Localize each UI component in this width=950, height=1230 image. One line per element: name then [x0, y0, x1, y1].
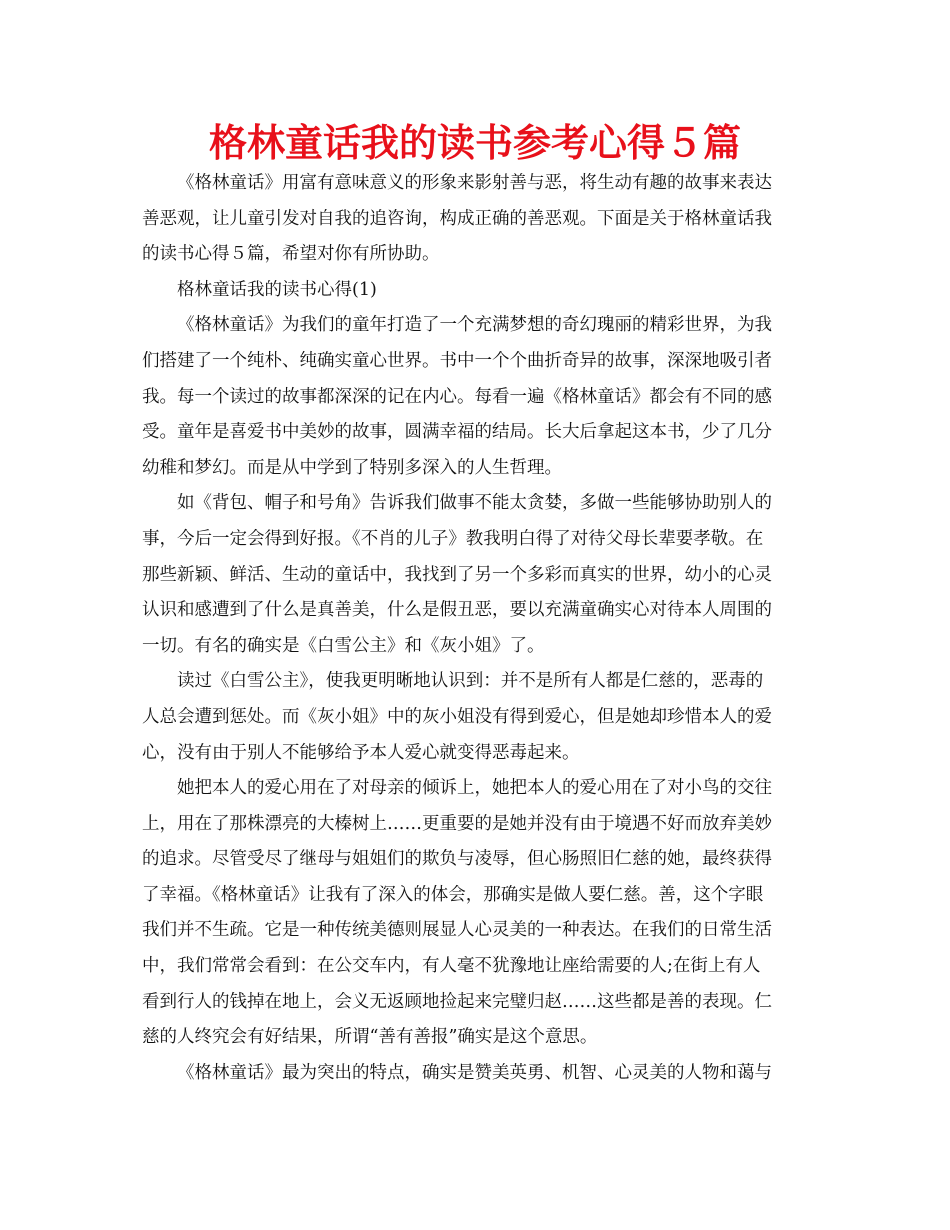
text-line: 《格林童话》为我们的童年打造了一个充满梦想的奇幻瑰丽的精彩世界，为我 [177, 315, 772, 336]
text-line: 慈的人终究会有好结果，所谓“善有善报”确实是这个意思。 [142, 1027, 598, 1048]
text-line: 那些新颖、鲜活、生动的童话中，我找到了另一个多彩而真实的世界，幼小的心灵 [142, 564, 772, 585]
text-line: 中，我们常常会看到：在公交车内，有人毫不犹豫地让座给需要的人;在街上有人 [142, 956, 761, 977]
text-line: 受。童年是喜爱书中美妙的故事，圆满幸福的结局。长大后拿起这本书，少了几分 [142, 422, 772, 443]
text-line: 认识和感遭到了什么是真善美，什么是假丑恶，要以充满童确实心对待本人周围的 [142, 600, 772, 621]
text-line: 了幸福。《格林童话》让我有了深入的体会，那确实是做人要仁慈。善，这个字眼 [142, 884, 764, 905]
text-line: 的追求。尽管受尽了继母与姐姐们的欺负与凌辱，但心肠照旧仁慈的她，最终获得 [142, 849, 772, 870]
text-line: 看到行人的钱掉在地上，会义无返顾地捡起来完璧归赵……这些都是善的表现。仁 [142, 991, 772, 1012]
paragraph [142, 1056, 814, 1092]
section-heading [142, 273, 814, 309]
text-line: 她把本人的爱心用在了对母亲的倾诉上，她把本人的爱心用在了对小鸟的交往 [177, 778, 772, 799]
text-line: 上，用在了那株漂亮的大榛树上……更重要的是她并没有由于境遇不好而放弃美妙 [142, 813, 772, 834]
text-line: 们搭建了一个纯朴、纯确实童心世界。书中一个个曲折奇异的故事，深深地吸引者 [142, 350, 772, 371]
paragraph-intro [142, 166, 814, 273]
page-title: 格林童话我的读书参考心得５篇 [208, 121, 741, 165]
text-line: 我们并不生疏。它是一种传统美德则展显人心灵美的一种表达。在我们的日常生活 [142, 920, 772, 941]
text-line: 人总会遭到惩处。而《灰小姐》中的灰小姐没有得到爱心，但是她却珍惜本人的爱 [142, 706, 772, 727]
text-line: 如《背包、帽子和号角》告诉我们做事不能太贪婪，多做一些能够协助别人的 [177, 493, 772, 514]
text-line: 我。每一个读过的故事都深深的记在内心。每看一遍《格林童话》都会有不同的感 [142, 386, 772, 407]
paragraph [142, 308, 814, 486]
text-line: 心，没有由于别人不能够给予本人爱心就变得恶毒起来。 [142, 742, 580, 763]
text-line: 善恶观，让儿童引发对自我的追咨询，构成正确的善恶观。下面是关于格林童话我 [142, 208, 772, 229]
text-line: 事，今后一定会得到好报。《不肖的儿子》教我明白得了对待父母长辈要孝敬。在 [142, 528, 764, 549]
paragraph [142, 771, 814, 1056]
section-heading-text: 格林童话我的读书心得(1) [177, 279, 377, 300]
text-line: 《格林童话》最为突出的特点，确实是赞美英勇、机智、心灵美的人物和蔼与 [177, 1062, 772, 1083]
paragraph [142, 486, 814, 664]
text-line: 一切。有名的确实是《白雪公主》和《灰小姐》了。 [142, 635, 545, 656]
article-body [142, 166, 814, 1091]
text-line: 《格林童话》用富有意味意义的形象来影射善与恶，将生动有趣的故事来表达 [177, 173, 772, 193]
text-line: 幼稚和梦幻。而是从中学到了特别多深入的人生哲理。 [142, 457, 562, 478]
text-line: 读过《白雪公主》，使我更明晰地认识到：并不是所有人都是仁慈的，恶毒的 [177, 671, 764, 692]
text-line: 的读书心得５篇，希望对你有所协助。 [142, 244, 440, 265]
paragraph [142, 664, 814, 771]
